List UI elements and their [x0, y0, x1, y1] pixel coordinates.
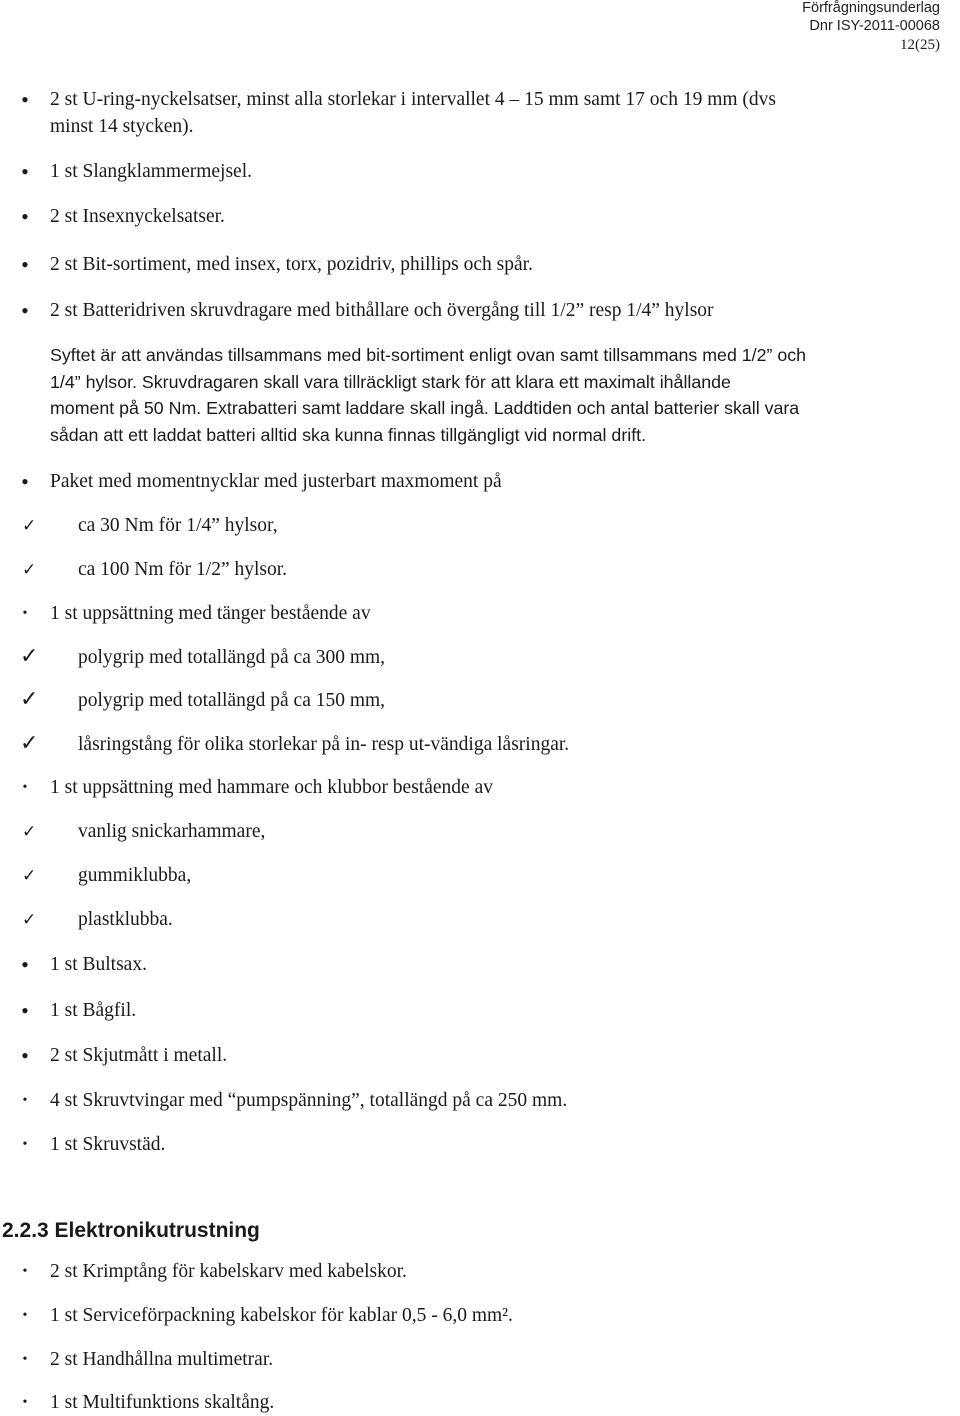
- bullet-icon: •: [21, 87, 29, 112]
- bullet-icon: •: [21, 298, 29, 323]
- page-number: 12(25): [900, 37, 940, 53]
- bullet-icon: •: [22, 1395, 28, 1410]
- sub-item: vanlig snickarhammare,: [78, 821, 266, 842]
- checkmark-icon: ✓: [20, 687, 39, 712]
- list-item: 1 st Skruvstäd.: [50, 1134, 166, 1155]
- list-item: 2 st U-ring-nyckelsatser, minst alla storlekar i intervallet 4 – 15 mm samt 17 och 19 mm (dvs: [50, 89, 776, 110]
- section-heading: 2.2.3 Elektronikutrustning: [2, 1219, 260, 1242]
- bullet-icon: •: [22, 606, 28, 621]
- list-item: Paket med momentnycklar med justerbart maxmoment på: [50, 471, 502, 492]
- bullet-icon: •: [22, 1352, 28, 1367]
- bullet-icon: •: [22, 1308, 28, 1323]
- list-item-continuation: minst 14 stycken).: [50, 116, 194, 137]
- list-item: 1 st uppsättning med tänger bestående av: [50, 603, 371, 624]
- list-item: 2 st Krimptång för kabelskarv med kabelskor.: [50, 1261, 407, 1282]
- description-paragraph: [50, 342, 960, 448]
- checkmark-icon: ✓: [22, 560, 37, 580]
- bullet-icon: •: [21, 252, 29, 277]
- list-item: 2 st Batteridriven skruvdragare med bithållare och övergång till 1/2” resp 1/4” hylsor: [50, 300, 714, 321]
- list-item: 2 st Handhållna multimetrar.: [50, 1349, 274, 1370]
- checkmark-icon: ✓: [22, 516, 37, 536]
- sub-item: polygrip med totallängd på ca 150 mm,: [78, 690, 386, 711]
- bullet-icon: •: [21, 204, 29, 229]
- checkmark-icon: ✓: [22, 822, 37, 842]
- bullet-icon: •: [21, 469, 29, 494]
- checkmark-icon: ✓: [22, 866, 37, 886]
- paragraph-line: moment på 50 Nm. Extrabatteri samt laddare skall ingå. Laddtiden och antal batterier skall vara: [50, 398, 800, 418]
- bullet-icon: •: [22, 1137, 28, 1152]
- list-item: 2 st Bit-sortiment, med insex, torx, pozidriv, phillips och spår.: [50, 254, 533, 275]
- sub-item: ca 100 Nm för 1/2” hylsor.: [78, 559, 288, 580]
- paragraph-line: Syftet är att användas tillsammans med bit-sortiment enligt ovan samt tillsammans med 1/2” och: [50, 345, 807, 365]
- list-item: 1 st Slangklammermejsel.: [50, 161, 253, 182]
- list-item: 1 st Bultsax.: [50, 954, 147, 975]
- sub-item: gummiklubba,: [78, 865, 192, 886]
- document-title: Förfrågningsunderlag: [802, 0, 940, 16]
- bullet-icon: •: [21, 998, 29, 1023]
- sub-item: ca 30 Nm för 1/4” hylsor,: [78, 515, 278, 536]
- paragraph-line: sådan att ett laddat batteri alltid ska kunna finnas tillgängligt vid normal drift.: [50, 424, 647, 445]
- paragraph-line: 1/4” hylsor. Skruvdragaren skall vara tillräckligt stark för att klara ett maximalt ihållande: [50, 371, 731, 392]
- checkmark-icon: ✓: [22, 910, 37, 930]
- bullet-icon: •: [22, 780, 28, 795]
- sub-item: polygrip med totallängd på ca 300 mm,: [78, 647, 386, 668]
- bullet-icon: •: [22, 1093, 28, 1108]
- checkmark-icon: ✓: [20, 731, 39, 756]
- bullet-icon: •: [22, 1264, 28, 1279]
- bullet-icon: •: [21, 1043, 29, 1068]
- list-item: 1 st Multifunktions skaltång.: [50, 1392, 275, 1413]
- bullet-icon: •: [21, 159, 29, 184]
- bullet-icon: •: [21, 952, 29, 977]
- list-item: 1 st Bågfil.: [50, 1000, 137, 1021]
- document-number: Dnr ISY-2011-00068: [809, 18, 940, 34]
- list-item: 2 st Skjutmått i metall.: [50, 1045, 228, 1066]
- sub-item: plastklubba.: [78, 909, 173, 930]
- list-item: 1 st uppsättning med hammare och klubbor bestående av: [50, 777, 493, 798]
- sub-item: låsringstång för olika storlekar på in- resp ut-vändiga låsringar.: [78, 734, 570, 755]
- list-item: 2 st Insexnyckelsatser.: [50, 206, 225, 227]
- list-item: 4 st Skruvtvingar med “pumpspänning”, totallängd på ca 250 mm.: [50, 1090, 568, 1111]
- checkmark-icon: ✓: [20, 644, 39, 669]
- list-item: 1 st Serviceförpackning kabelskor för kablar 0,5 - 6,0 mm².: [50, 1305, 513, 1326]
